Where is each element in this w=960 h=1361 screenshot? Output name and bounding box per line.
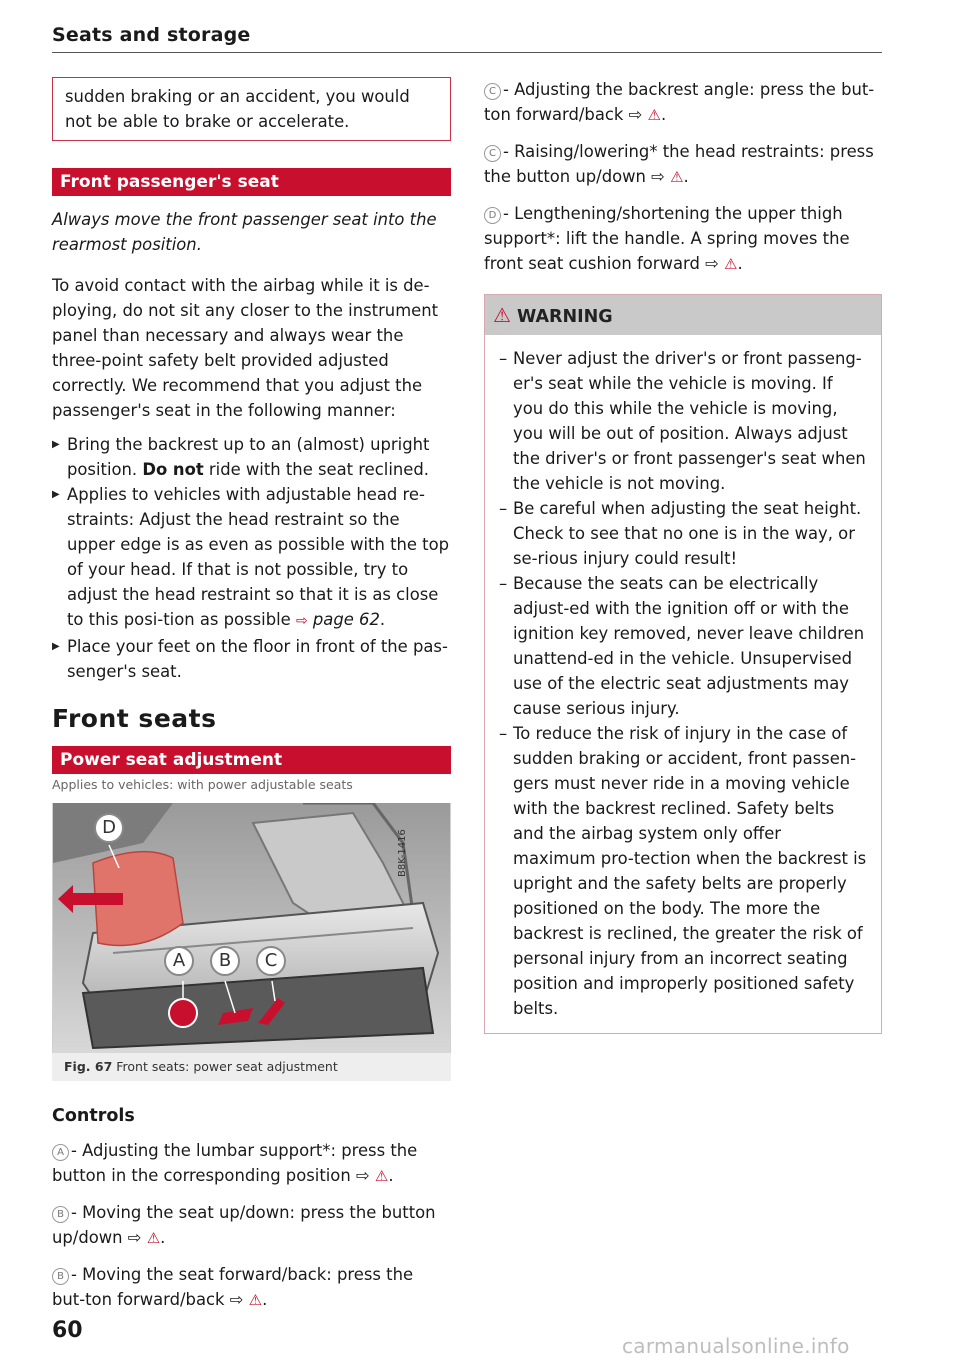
- control-letter: B: [52, 1206, 69, 1223]
- list-item: [52, 634, 451, 684]
- seat-figure: [52, 803, 451, 1053]
- passenger-intro: Always move the front passenger seat into the rearmost position.: [52, 210, 437, 254]
- list-item: – Never adjust the driver's or front passeng-er's seat while the vehicle is moving. If you do this while the vehicle is moving, you will be out of position. Always adjust the driver's or front passenger's seat when the vehicle is not moving.: [499, 346, 867, 496]
- warning-title: WARNING: [516, 307, 613, 327]
- passenger-paragraph: To avoid contact with the airbag while it is de-ploying, do not sit any closer to the instrument panel than necessary and always wear the three-point safety belt provided adjusted correctly. We recommend that you adjust the passenger's seat in the following manner:: [52, 276, 439, 420]
- control-letter: B: [52, 1268, 69, 1285]
- power-seat-heading: Power seat adjustment: [52, 746, 451, 774]
- controls-heading: Controls: [52, 1106, 135, 1126]
- warning-box: [484, 294, 882, 1034]
- warning-ref-icon[interactable]: ⚠: [647, 106, 661, 124]
- control-item: D - Lengthening/shortening the upper thigh support*: lift the handle. A spring moves the front seat cushion forward ⇨ ⚠.: [484, 204, 850, 273]
- control-text: - Moving the seat forward/back: press the but-ton forward/back ⇨: [52, 1265, 414, 1309]
- warning-ref-icon[interactable]: ⚠: [374, 1167, 389, 1185]
- reference-arrow-icon: ⇨: [295, 613, 308, 629]
- control-item: A - Adjusting the lumbar support*: press the button in the corresponding position ⇨ ⚠.: [52, 1141, 418, 1185]
- warning-list: [485, 335, 881, 1033]
- control-text: - Adjusting the backrest angle: press the but-ton forward/back ⇨: [484, 80, 875, 124]
- warning-ref-icon[interactable]: ⚠: [248, 1291, 263, 1309]
- section-title: Front seats: [52, 704, 217, 733]
- continued-text: sudden braking or an accident, you would not be able to brake or accelerate.: [65, 87, 410, 131]
- warning-header: [485, 295, 881, 335]
- control-item: B - Moving the seat up/down: press the button up/down ⇨ ⚠.: [52, 1203, 436, 1247]
- step-text: Applies to vehicles with adjustable head re-straints: Adjust the head restraint so the upper edge is as even as possible with the top of your head. If that is not possible, try to adjust the head restraint so that it is as close to this posi-tion as possible: [67, 485, 450, 629]
- right-column: [484, 77, 882, 1034]
- list-item: ▶ Applies to vehicles with adjustable head re-straints: Adjust the head restraint so the upper edge is as even as possible with the top of your head. If that is not possible, try to adjust the head restraint so that it is as close to this posi-tion as possible ⇨ page 62.: [52, 482, 451, 634]
- applies-note: Applies to vehicles: with power adjustable seats: [52, 777, 353, 792]
- control-item: C - Adjusting the backrest angle: press the but-ton forward/back ⇨ ⚠.: [484, 80, 875, 124]
- control-text: - Adjusting the lumbar support*: press the button in the corresponding position ⇨: [52, 1141, 418, 1185]
- header-rule: [52, 52, 882, 53]
- figure-code: B8K-1416: [397, 829, 408, 877]
- control-letter: A: [52, 1144, 69, 1161]
- step-text: Place your feet on the floor in front of the pas-senger's seat.: [67, 637, 448, 681]
- figure-number: Fig. 67: [64, 1059, 113, 1074]
- figure-caption: [52, 1053, 451, 1081]
- list-item: – Be careful when adjusting the seat height. Check to see that no one is in the way, or se-rious injury could result!: [499, 496, 867, 571]
- warning-ref-icon[interactable]: ⚠: [724, 255, 738, 273]
- step-emphasis: Do not: [142, 460, 204, 479]
- page-reference-link[interactable]: page 62: [312, 610, 380, 629]
- watermark: carmanualsonline.info: [622, 1334, 850, 1358]
- warning-ref-icon[interactable]: ⚠: [670, 168, 684, 186]
- list-item: [52, 432, 451, 482]
- warning-ref-icon[interactable]: ⚠: [146, 1229, 161, 1247]
- continued-warning-box: [52, 77, 451, 141]
- list-item: – Because the seats can be electrically adjust-ed with the ignition off or with the ignition key removed, never leave children unattend-ed in the vehicle. Unsupervised use of the electric seat adjustments may cause serious injury.: [499, 571, 867, 721]
- control-item: C - Raising/lowering* the head restraints: press the button up/down ⇨ ⚠.: [484, 142, 874, 186]
- left-column: [52, 77, 451, 1313]
- control-item: B - Moving the seat forward/back: press the but-ton forward/back ⇨ ⚠.: [52, 1265, 414, 1309]
- control-text: - Lengthening/shortening the upper thigh support*: lift the handle. A spring moves the front seat cushion forward ⇨: [484, 204, 850, 273]
- warning-triangle-icon: ⚠: [493, 303, 511, 327]
- control-text: - Raising/lowering* the head restraints: press the button up/down ⇨: [484, 142, 874, 186]
- callout-d: D: [94, 813, 124, 843]
- control-letter: D: [484, 207, 501, 224]
- callout-c: C: [256, 946, 286, 976]
- front-passenger-heading: Front passenger's seat: [52, 168, 451, 196]
- list-item: – To reduce the risk of injury in the case of sudden braking or accident, front passen-gers must never ride in a moving vehicle with the backrest reclined. Safety belts and the airbag system only offer maximum pro-tection when the backrest is upright and the safety belts are properly positioned on the body. The more the backrest is reclined, the greater the risk of personal injury from an incorrect seating position and improperly positioned safety belts.: [499, 721, 867, 1021]
- step-text: ride with the seat reclined.: [203, 460, 429, 479]
- step-text: Bring the backrest up to an (almost) upright position.: [67, 435, 430, 479]
- page-number: 60: [52, 1318, 83, 1343]
- control-text: - Moving the seat up/down: press the button up/down ⇨: [52, 1203, 436, 1247]
- passenger-steps: [52, 432, 451, 684]
- control-letter: C: [484, 83, 501, 100]
- callout-a: A: [164, 946, 194, 976]
- running-head: Seats and storage: [52, 24, 251, 46]
- control-letter: C: [484, 145, 501, 162]
- callout-b: B: [210, 946, 240, 976]
- figure-caption-text: Front seats: power seat adjustment: [116, 1059, 338, 1074]
